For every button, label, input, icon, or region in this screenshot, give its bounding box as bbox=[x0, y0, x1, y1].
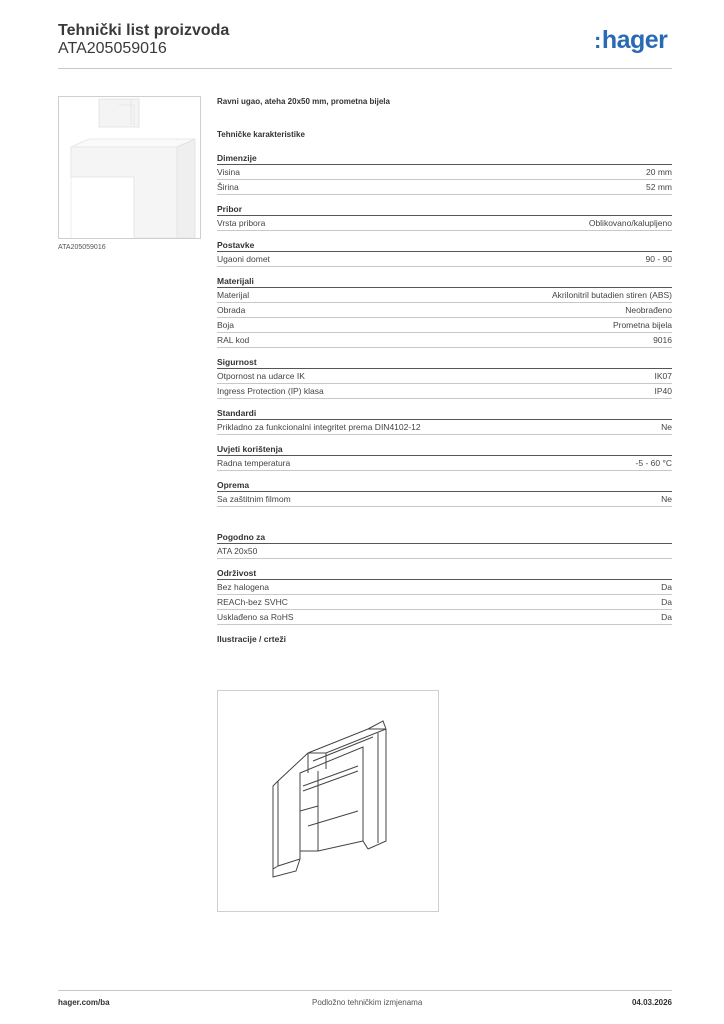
spec-label: Ugaoni domet bbox=[217, 254, 270, 264]
spec-group-title: Postavke bbox=[217, 240, 672, 252]
spec-label: Bez halogena bbox=[217, 582, 269, 592]
spec-row bbox=[217, 384, 672, 399]
spec-row bbox=[217, 216, 672, 231]
spec-group bbox=[217, 532, 672, 559]
spec-group-title: Pogodno za bbox=[217, 532, 672, 544]
footer-divider bbox=[58, 990, 672, 991]
spec-row bbox=[217, 369, 672, 384]
spec-label: REACh-bez SVHC bbox=[217, 597, 288, 607]
spec-group-title: Standardi bbox=[217, 408, 672, 420]
spec-label: Vrsta pribora bbox=[217, 218, 266, 228]
product-photo bbox=[58, 96, 201, 239]
spec-value: Akrilonitril butadien stiren (ABS) bbox=[552, 290, 672, 300]
technical-drawing bbox=[217, 690, 439, 912]
spec-label: Usklađeno sa RoHS bbox=[217, 612, 294, 622]
spec-value: 9016 bbox=[653, 335, 672, 345]
spec-group bbox=[217, 204, 672, 231]
spec-group-title: Dimenzije bbox=[217, 153, 672, 165]
document-title: Tehnički list proizvoda bbox=[58, 22, 230, 39]
spec-label: Širina bbox=[217, 182, 239, 192]
spec-value: 20 mm bbox=[646, 167, 672, 177]
product-name: Ravni ugao, ateha 20x50 mm, prometna bijela bbox=[217, 97, 390, 106]
spec-label: Prikladno za funkcionalni integritet prema DIN4102-12 bbox=[217, 422, 421, 432]
spec-label: Boja bbox=[217, 320, 235, 330]
spec-label: Materijal bbox=[217, 290, 250, 300]
spec-value: Da bbox=[661, 582, 672, 592]
spec-row bbox=[217, 492, 672, 507]
hager-logo: :hager bbox=[594, 26, 668, 54]
spec-row bbox=[217, 580, 672, 595]
spec-row bbox=[217, 252, 672, 267]
spec-group bbox=[217, 357, 672, 399]
spec-group-title: Uvjeti korištenja bbox=[217, 444, 672, 456]
spec-label: Visina bbox=[217, 167, 240, 177]
spec-row bbox=[217, 288, 672, 303]
logo-text: hager bbox=[601, 26, 668, 54]
spec-group bbox=[217, 240, 672, 267]
spec-value: Oblikovano/kalupljeno bbox=[588, 218, 672, 228]
spec-row bbox=[217, 318, 672, 333]
spec-row bbox=[217, 165, 672, 180]
spec-row bbox=[217, 420, 672, 435]
spec-label: RAL kod bbox=[217, 335, 250, 345]
product-photo-caption: ATA205059016 bbox=[58, 244, 106, 251]
spec-row bbox=[217, 333, 672, 348]
spec-row bbox=[217, 303, 672, 318]
spec-value: Ne bbox=[661, 422, 672, 432]
spec-group-title: Održivost bbox=[217, 568, 672, 580]
spec-groups bbox=[217, 153, 672, 625]
spec-label: Sa zaštitnim filmom bbox=[217, 494, 291, 504]
footer-date: 04.03.2026 bbox=[631, 998, 672, 1007]
spec-value: Neobrađeno bbox=[625, 305, 672, 315]
spec-label: Ingress Protection (IP) klasa bbox=[217, 386, 324, 396]
spec-row bbox=[217, 456, 672, 471]
spec-group-title: Oprema bbox=[217, 480, 672, 492]
footer-note: Podložno tehničkim izmjenama bbox=[312, 998, 423, 1007]
technical-characteristics-title: Tehničke karakteristike bbox=[217, 130, 305, 139]
spec-group bbox=[217, 444, 672, 471]
spec-value: IK07 bbox=[654, 371, 672, 381]
spec-group-title: Sigurnost bbox=[217, 357, 672, 369]
spec-column bbox=[217, 97, 672, 644]
spec-row bbox=[217, 180, 672, 195]
spec-label: ATA 20x50 bbox=[217, 546, 258, 556]
product-code: ATA205059016 bbox=[58, 40, 167, 57]
spec-group bbox=[217, 153, 672, 195]
spec-label: Radna temperatura bbox=[217, 458, 291, 468]
spec-group bbox=[217, 480, 672, 507]
spec-label: Obrada bbox=[217, 305, 246, 315]
spec-row bbox=[217, 595, 672, 610]
spec-group-title: Materijali bbox=[217, 276, 672, 288]
spec-group bbox=[217, 276, 672, 348]
section-spacer bbox=[217, 516, 672, 532]
spec-group bbox=[217, 568, 672, 625]
footer-website-link[interactable]: hager.com/ba bbox=[58, 998, 110, 1007]
spec-value: Da bbox=[661, 597, 672, 607]
spec-value: Prometna bijela bbox=[612, 320, 672, 330]
spec-label: Otpornost na udarce IK bbox=[217, 371, 305, 381]
spec-row bbox=[217, 610, 672, 625]
spec-row bbox=[217, 544, 672, 559]
illustrations-title: Ilustracije / crteži bbox=[217, 634, 286, 644]
spec-value: IP40 bbox=[654, 386, 672, 396]
spec-value: Da bbox=[661, 612, 672, 622]
spec-group bbox=[217, 408, 672, 435]
spec-value: 90 - 90 bbox=[645, 254, 672, 264]
spec-value: Ne bbox=[661, 494, 672, 504]
spec-value: -5 - 60 °C bbox=[635, 458, 672, 468]
header-divider bbox=[58, 68, 672, 69]
spec-group-title: Pribor bbox=[217, 204, 672, 216]
spec-value: 52 mm bbox=[646, 182, 672, 192]
